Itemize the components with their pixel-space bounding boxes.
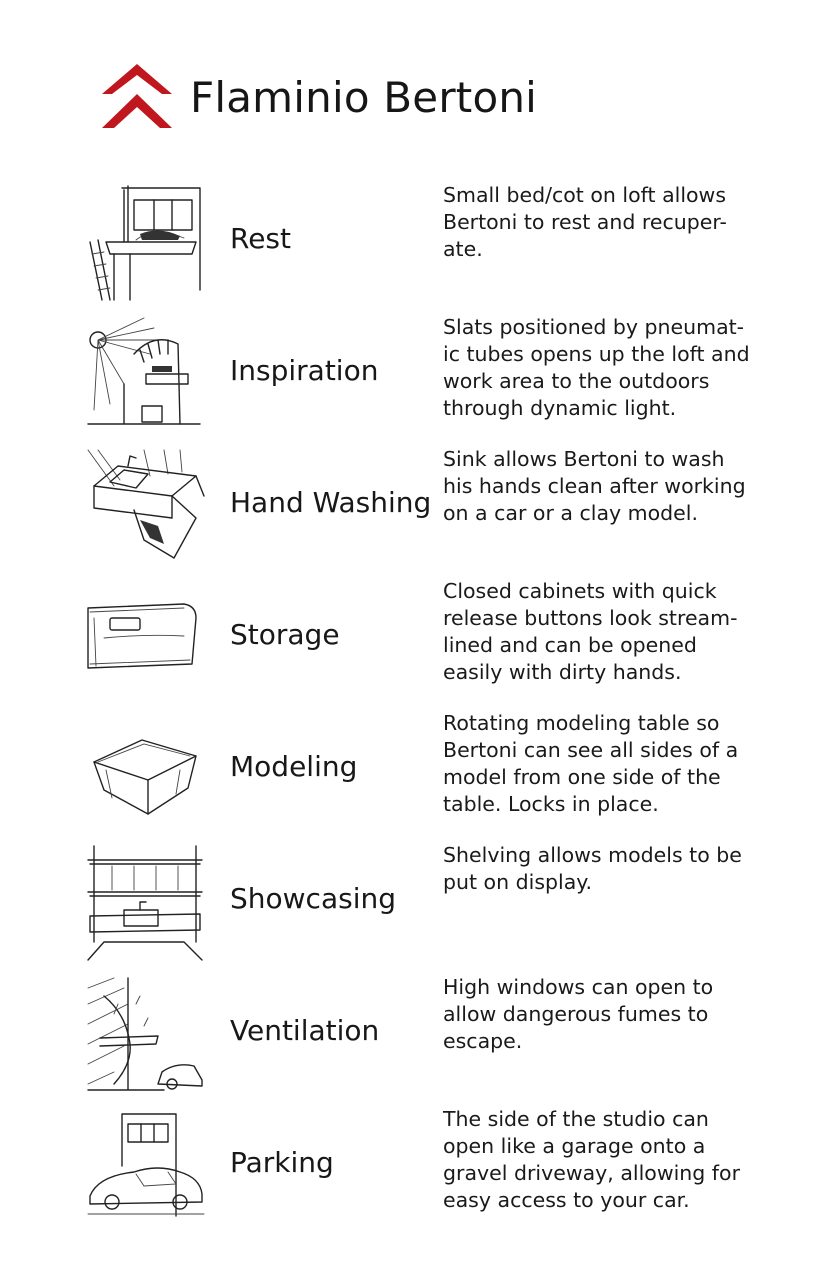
feature-label: Parking [230,1146,334,1179]
feature-description [443,314,763,422]
description-line: gravel driveway, allowing for [443,1161,740,1185]
feature-row-showcasing [0,842,828,974]
description-line: work area to the outdoors [443,369,710,393]
feature-description [443,578,763,686]
description-line: High windows can open to [443,975,714,999]
description-line: Sink allows Bertoni to wash [443,447,725,471]
feature-label: Inspiration [230,354,379,387]
sink-sketch-icon [84,446,206,568]
description-line: through dynamic light. [443,396,677,420]
high-window-sketch-icon [84,974,206,1096]
loft-bed-sketch-icon [84,182,206,304]
description-line: release buttons look stream- [443,606,738,630]
feature-label: Modeling [230,750,358,783]
description-line: Shelving allows models to be [443,843,742,867]
description-line: allow dangerous fumes to [443,1002,709,1026]
feature-row-hand-washing [0,446,828,578]
feature-row-storage [0,578,828,710]
description-line: Closed cabinets with quick [443,579,717,603]
feature-description [443,1106,763,1214]
feature-row-parking [0,1106,828,1238]
description-line: Small bed/cot on loft allows [443,183,727,207]
feature-label: Ventilation [230,1014,380,1047]
shelving-sketch-icon [84,842,206,964]
feature-label: Storage [230,618,340,651]
feature-label: Hand Washing [230,486,432,519]
cabinet-sketch-icon [84,578,206,700]
feature-description [443,974,763,1055]
description-line: put on display. [443,870,592,894]
description-line: ic tubes opens up the loft and [443,342,750,366]
description-line: escape. [443,1029,523,1053]
description-line: Bertoni can see all sides of a [443,738,739,762]
description-line: on a car or a clay model. [443,501,698,525]
feature-description [443,710,763,818]
description-line: Bertoni to rest and recuper- [443,210,727,234]
header [100,60,800,140]
feature-row-rest [0,182,828,314]
garage-car-sketch-icon [84,1106,206,1228]
feature-label: Rest [230,222,291,255]
description-line: easy access to your car. [443,1188,690,1212]
description-line: The side of the studio can [443,1107,709,1131]
feature-description [443,842,763,896]
description-line: table. Locks in place. [443,792,659,816]
description-line: Rotating modeling table so [443,711,720,735]
feature-description [443,446,763,527]
page-title: Flaminio Bertoni [190,73,538,122]
sunlight-slats-sketch-icon [84,314,206,436]
red-double-chevron-up-icon [100,62,174,132]
description-line: ate. [443,237,483,261]
feature-row-ventilation [0,974,828,1106]
description-line: his hands clean after working [443,474,746,498]
feature-row-inspiration [0,314,828,446]
description-line: open like a garage onto a [443,1134,706,1158]
description-line: Slats positioned by pneumat- [443,315,745,339]
description-line: easily with dirty hands. [443,660,682,684]
rotating-table-sketch-icon [84,710,206,832]
feature-label: Showcasing [230,882,396,915]
feature-description [443,182,763,263]
description-line: lined and can be opened [443,633,697,657]
feature-row-modeling [0,710,828,842]
description-line: model from one side of the [443,765,721,789]
